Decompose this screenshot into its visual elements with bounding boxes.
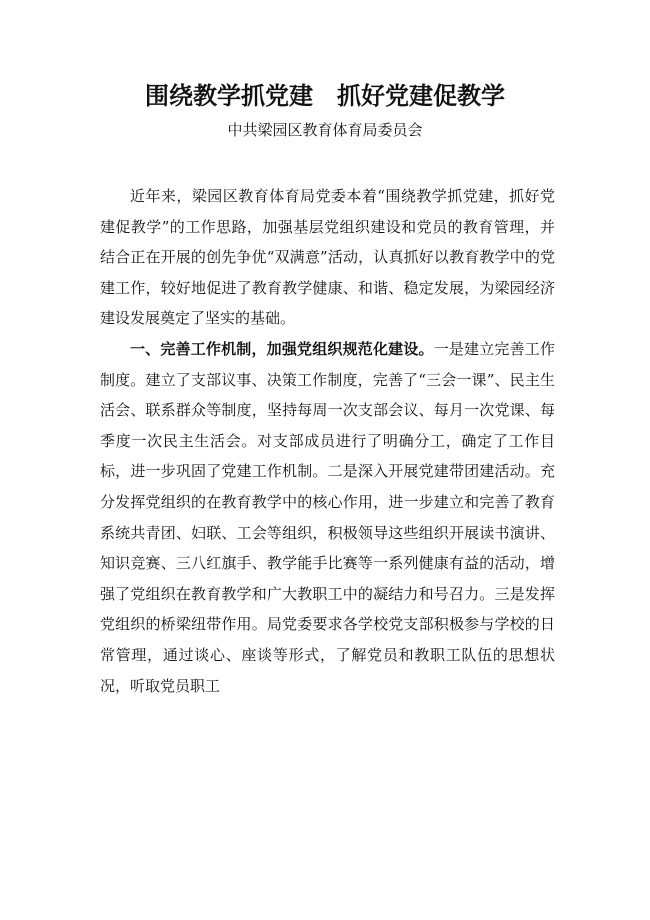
section-1-paragraph — [100, 334, 555, 701]
intro-paragraph: 近年来，梁园区教育体育局党委本着“围绕教学抓党建，抓好党建促教学”的工作思路，加强基层党组织建设和党员的教育管理，并结合正在开展的创先争优“双满意”活动，认真抓好以教育教学中的党建工作，较好地促进了教育教学健康、和谐、稳定发展，为梁园经济建设发展奠定了坚实的基础。 — [100, 187, 555, 328]
point-2-text: 充分发挥党组织的在教育教学中的核心作用，进一步建立和完善了教育系统共青团、妇联、工会等组织，积极领导这些组织开展读书演讲、知识竞赛、三八红旗手、教学能手比赛等一系列健康有益的活动，增强了党组织在教育教学和广大教职工中的凝结力和号召力。 — [100, 462, 555, 603]
document-title: 围绕教学抓党建 抓好党建促教学 — [145, 82, 505, 110]
document-body — [100, 181, 555, 701]
point-3-heading: 三是发挥党组织的桥梁纽带作用。 — [100, 584, 555, 634]
section-1-heading: 一、完善工作机制，加强党组织规范化建设。 — [130, 339, 434, 358]
point-1-text: 建立了支部议事、决策工作制度，完善了“三会一课”、民主生活会、联系群众等制度，坚持每周一次支部会议、每月一次党课、每季度一次民主生活会。对支部成员进行了明确分工，确定了工作目标，进一步巩固了党建工作机制。 — [100, 370, 555, 481]
point-3-text: 局党委要求各学校党支部积极参与学校的日常管理，通过谈心、座谈等形式，了解党员和教职工队伍的思想状况，听取党员职工 — [100, 615, 555, 695]
point-2-heading: 二是深入开展党建带团建活动。 — [327, 462, 540, 481]
document-author: 中共梁园区教育体育局委员会 — [227, 121, 423, 139]
point-1-heading: 一是建立完善工作制度。 — [100, 339, 555, 389]
